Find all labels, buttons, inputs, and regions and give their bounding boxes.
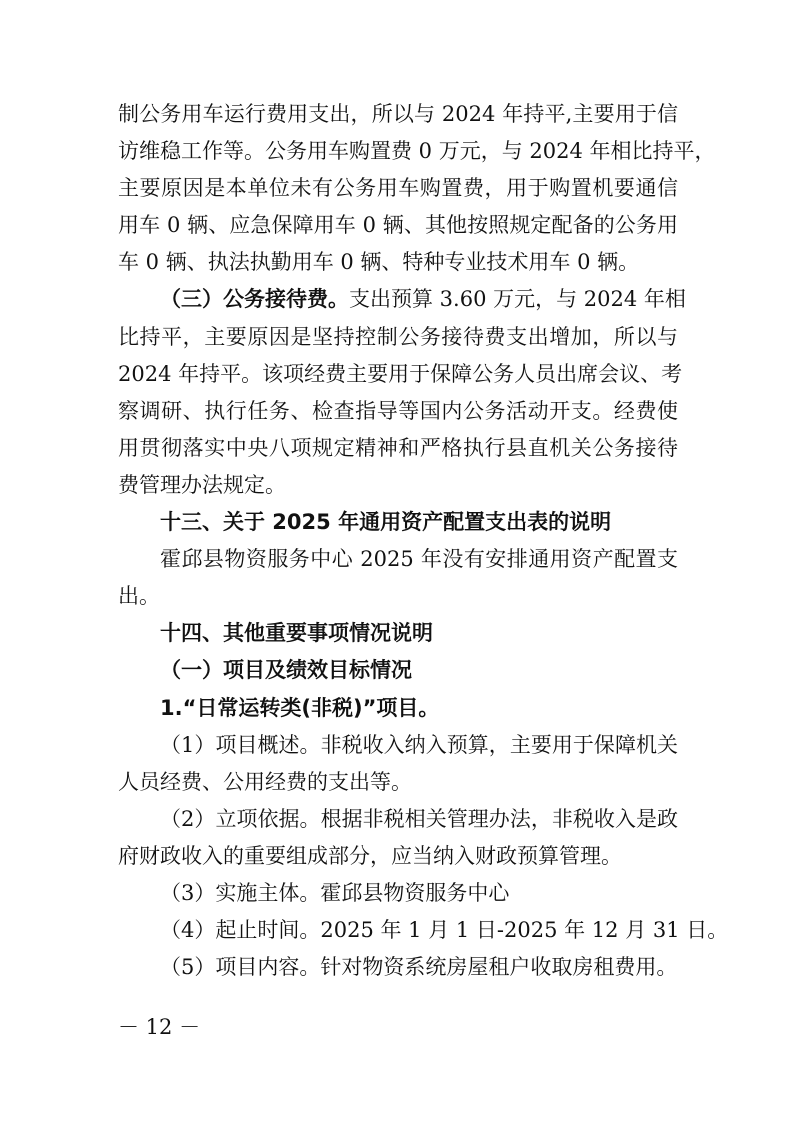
text-line: 访维稳工作等。公务用车购置费 0 万元，与 2024 年相比持平， [118, 139, 716, 164]
text-line: 费管理办法规定。 [118, 472, 286, 497]
text-line: （1）项目概述。非税收入纳入预算，主要用于保障机关 [160, 732, 678, 757]
text-line: 用贯彻落实中央八项规定精神和严格执行县直机关公务接待 [118, 435, 678, 460]
text-line: 用车 0 辆、应急保障用车 0 辆、其他按照规定配备的公务用 [118, 213, 678, 238]
text-line: 出。 [118, 584, 160, 609]
page-number: － 12 － [118, 1015, 201, 1039]
text-line: （2）立项依据。根据非税相关管理办法，非税收入是政 [160, 806, 678, 831]
document-body [118, 96, 729, 986]
text-line: 察调研、执行任务、检查指导等国内公务活动开支。经费使 [118, 398, 678, 423]
text-line: 比持平，主要原因是坚持控制公务接待费支出增加，所以与 [118, 324, 678, 349]
text-line: 车 0 辆、执法执勤用车 0 辆、特种专业技术用车 0 辆。 [118, 250, 640, 275]
text-line: 府财政收入的重要组成部分，应当纳入财政预算管理。 [118, 843, 622, 868]
paragraph-reception-fee [118, 281, 686, 318]
project-heading: 1.“日常运转类(非税)”项目。 [160, 695, 440, 720]
text-line: （4）起止时间。2025 年 1 月 1 日-2025 年 12 月 31 日。 [160, 918, 729, 943]
text-line: 2024 年持平。该项经费主要用于保障公务人员出席会议、考 [118, 361, 683, 386]
text-line: （3）实施主体。霍邱县物资服务中心 [160, 880, 510, 905]
text-line: （5）项目内容。针对物资系统房屋租户收取房租费用。 [160, 955, 678, 980]
text-line: 霍邱县物资服务中心 2025 年没有安排通用资产配置支 [160, 547, 678, 572]
section-heading-14: 十四、其他重要事项情况说明 [160, 621, 433, 646]
reception-fee-text: 支出预算 3.60 万元，与 2024 年相 [349, 287, 686, 312]
subsection-heading: （一）项目及绩效目标情况 [160, 658, 412, 683]
section-heading-13: 十三、关于 2025 年通用资产配置支出表的说明 [160, 510, 612, 535]
text-line: 主要原因是本单位未有公务用车购置费，用于购置机要通信 [118, 176, 678, 201]
reception-fee-heading: （三）公务接待费。 [160, 287, 349, 312]
text-line: 人员经费、公用经费的支出等。 [118, 769, 412, 794]
text-line: 制公务用车运行费用支出，所以与 2024 年持平,主要用于信 [118, 102, 678, 126]
